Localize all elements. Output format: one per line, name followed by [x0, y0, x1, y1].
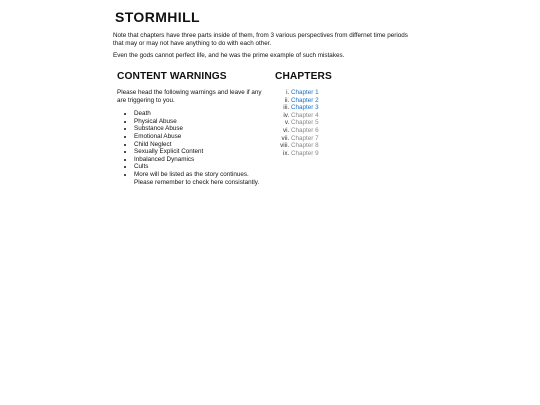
- warning-item: • Emotional Abuse: [134, 133, 267, 141]
- chapter-item: [291, 135, 395, 143]
- chapter-item: [291, 150, 395, 158]
- chapter-item: [291, 142, 395, 150]
- chapter-6-link[interactable]: Chapter 6: [291, 126, 319, 134]
- warning-item: • Child Neglect: [134, 141, 267, 149]
- chapter-2-link[interactable]: Chapter 2: [291, 96, 319, 104]
- warning-item: • Sexually Explicit Content: [134, 148, 267, 156]
- warning-item: • Death: [134, 110, 267, 118]
- chapter-3-link[interactable]: Chapter 3: [291, 104, 319, 112]
- chapter-item: [291, 119, 395, 127]
- chapter-item: [291, 97, 395, 105]
- intro-paragraph-1: Note that chapters have three parts inside of them, from 3 various perspectives from differnet time periods that may or may not have anything to do with each other.: [113, 32, 408, 47]
- chapter-item: [291, 112, 395, 120]
- warning-item-note: • More will be listed as the story continues. Please remember to check here consistantly.: [134, 171, 262, 186]
- warning-item: • Physical Abuse: [134, 118, 267, 126]
- page-title: STORMHILL: [115, 9, 201, 25]
- content-warnings-intro: Please head the following warnings and leave if any are triggering to you.: [117, 89, 262, 104]
- intro-paragraph-2: Even the gods cannot perfect life, and he was the prime example of such mistakes.: [113, 52, 345, 60]
- warning-item: • Inbalanced Dynamics: [134, 156, 267, 164]
- chapter-9-link[interactable]: Chapter 9: [291, 149, 319, 157]
- chapter-item: [291, 127, 395, 135]
- chapter-4-link[interactable]: Chapter 4: [291, 111, 319, 119]
- chapter-8-link[interactable]: Chapter 8: [291, 142, 319, 150]
- content-warnings-section: [117, 71, 267, 186]
- chapter-1-link[interactable]: Chapter 1: [291, 89, 319, 96]
- chapters-section: [275, 71, 395, 157]
- chapter-5-link[interactable]: Chapter 5: [291, 119, 319, 127]
- chapter-7-link[interactable]: Chapter 7: [291, 134, 319, 142]
- chapters-list: [275, 89, 395, 157]
- warning-item: • Cults: [134, 163, 267, 171]
- intro-section: [113, 32, 413, 65]
- chapter-item: [291, 104, 395, 112]
- content-warnings-list: [117, 110, 267, 186]
- chapter-item: [291, 89, 395, 97]
- warning-item: • Substance Abuse: [134, 125, 267, 133]
- content-warnings-heading: CONTENT WARNINGS: [117, 71, 227, 82]
- chapters-heading: CHAPTERS: [275, 71, 332, 82]
